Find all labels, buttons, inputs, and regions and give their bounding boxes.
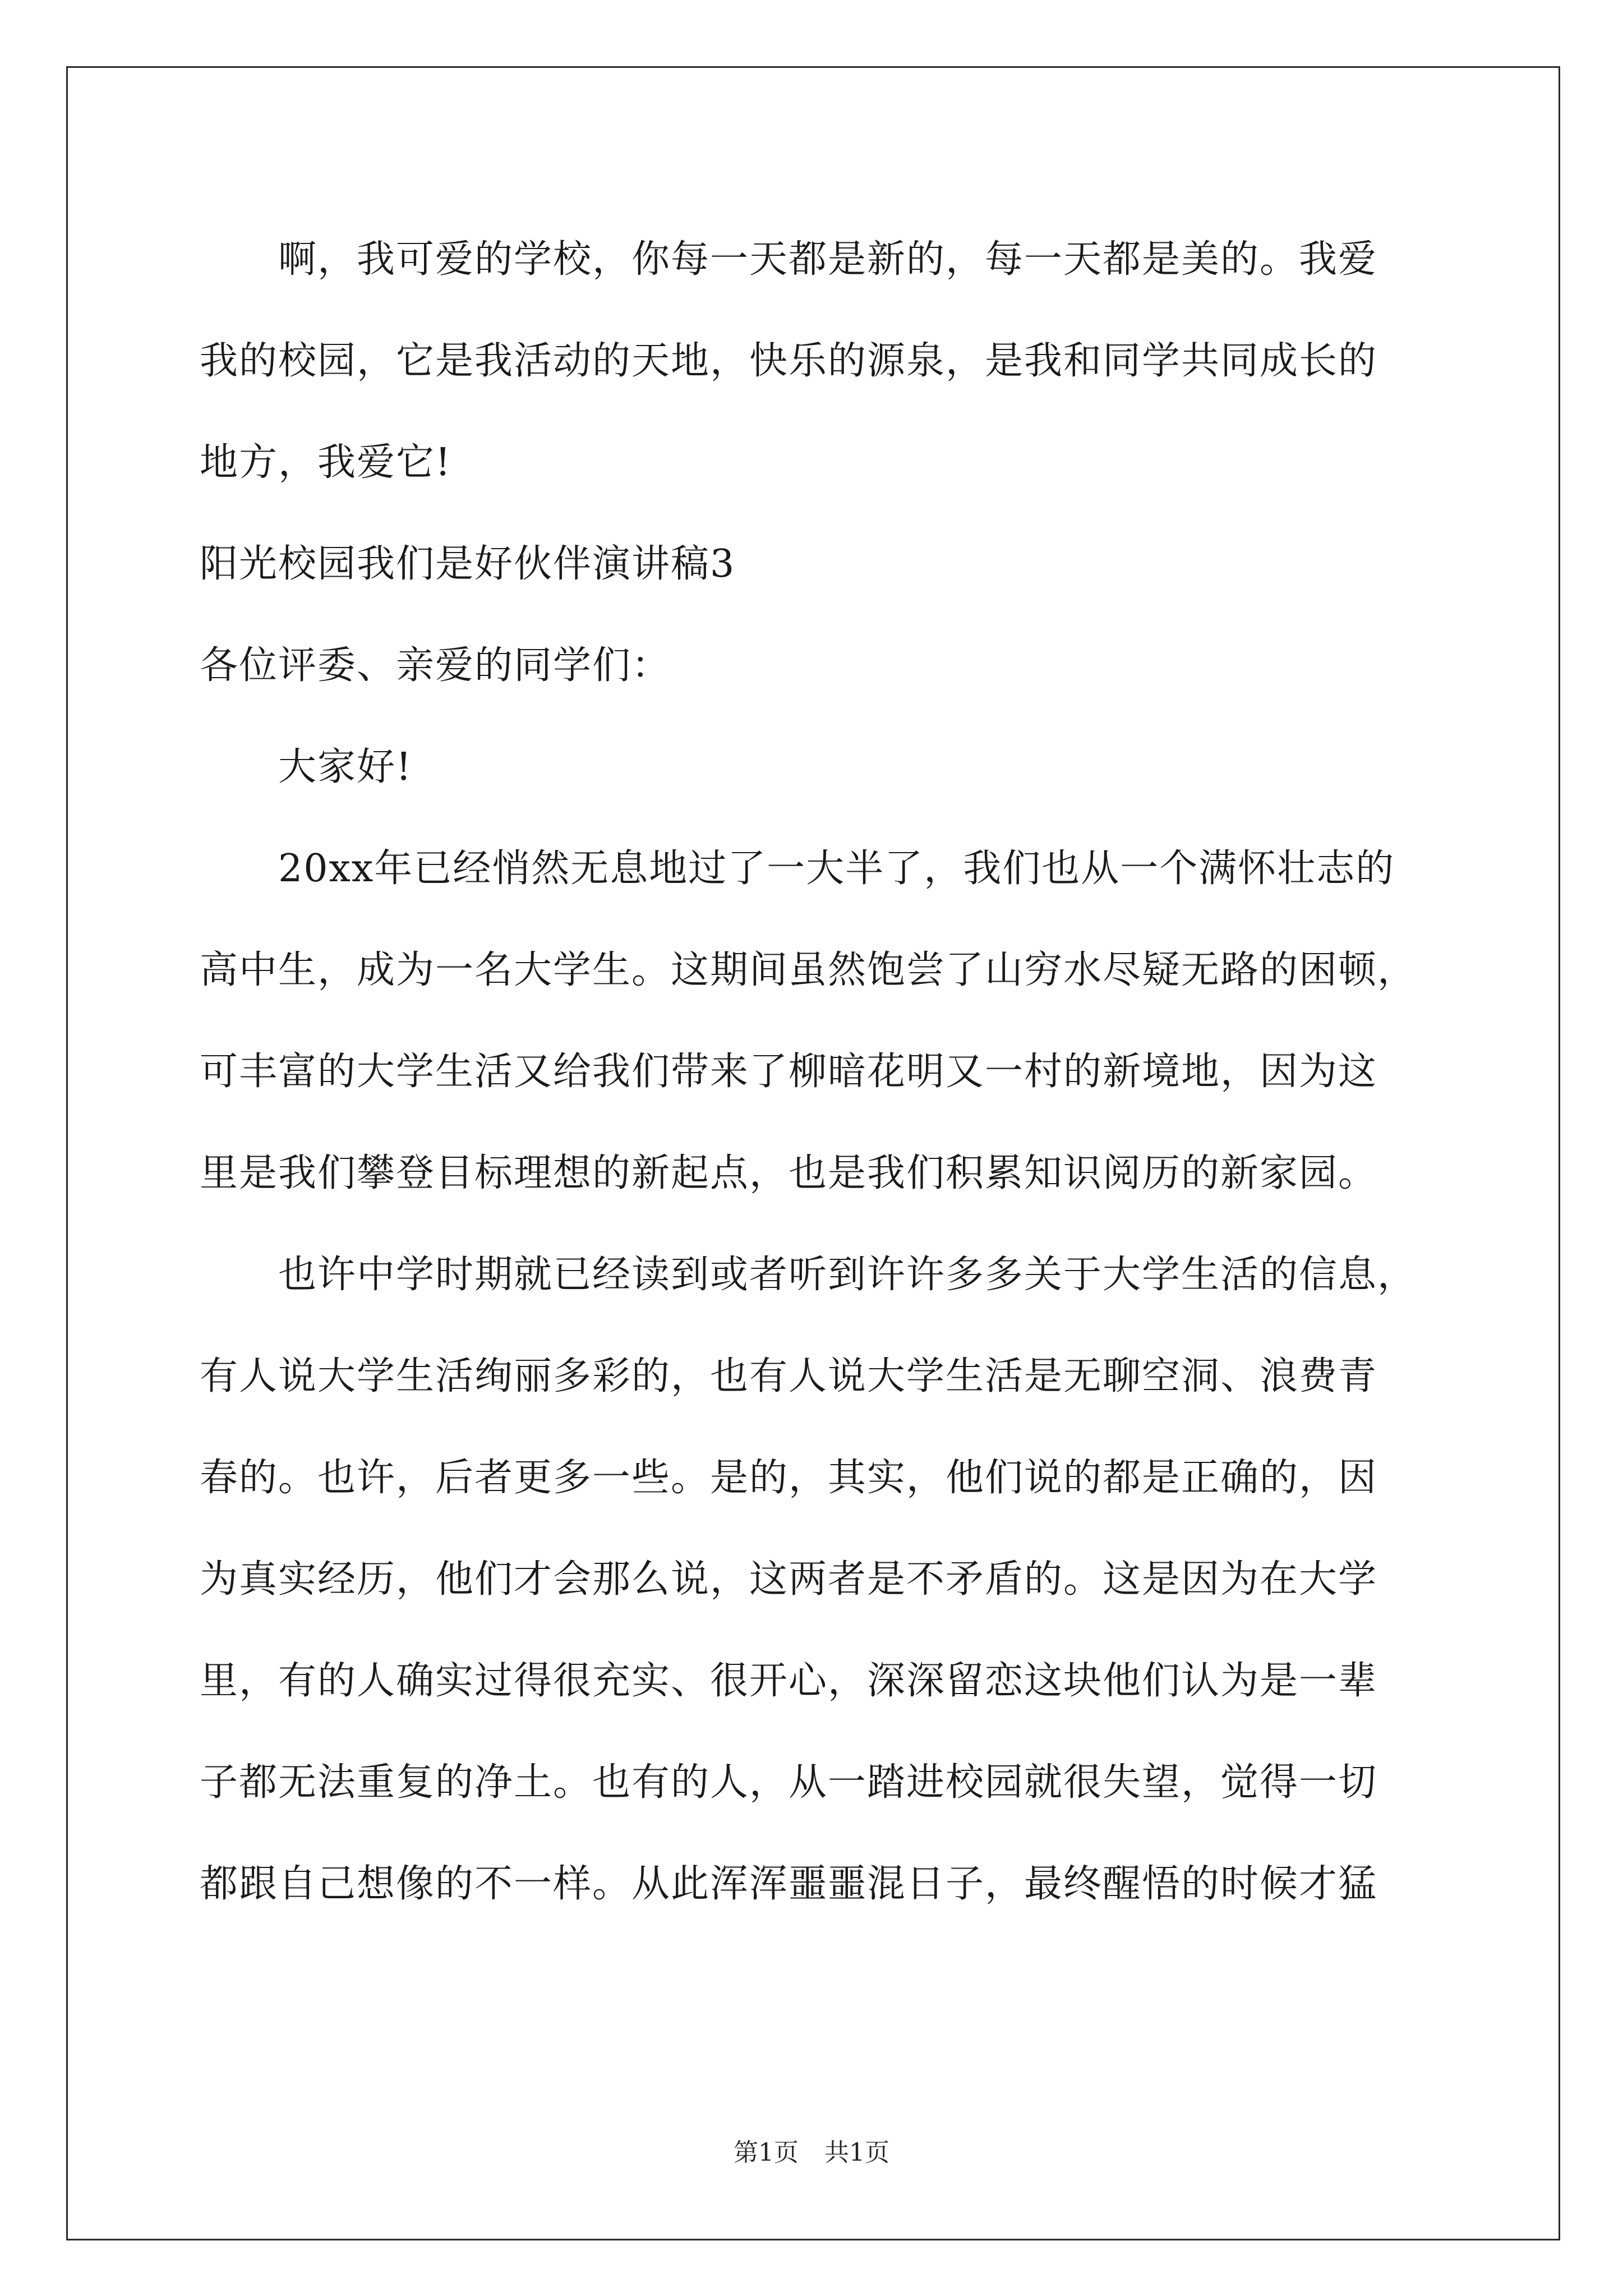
text-line: 为真实经历，他们才会那么说，这两者是不矛盾的。这是因为在大学 [200, 1557, 1378, 1602]
page-total: 共1页 [824, 2138, 889, 2167]
text-line: 春的。也许，后者更多一些。是的，其实，他们说的都是正确的，因 [200, 1456, 1378, 1500]
text-line: 里是我们攀登目标理想的新起点，也是我们积累知识阅历的新家园。 [200, 1151, 1378, 1195]
text-line: 高中生，成为一名大学生。这期间虽然饱尝了山穷水尽疑无路的困顿， [200, 948, 1417, 992]
text-line: 里，有的人确实过得很充实、很开心，深深留恋这块他们认为是一辈 [200, 1659, 1378, 1703]
text-line: 有人说大学生活绚丽多彩的，也有人说大学生活是无聊空洞、浪费青 [200, 1354, 1378, 1398]
document-body [200, 209, 1433, 1935]
text-line: 地方，我爱它! [200, 440, 452, 485]
text-line: 啊，我可爱的学校，你每一天都是新的，每一天都是美的。我爱 [200, 237, 1378, 282]
page-number: 第1页 [734, 2138, 799, 2167]
text-line: 我的校园，它是我活动的天地，快乐的源泉，是我和同学共同成长的 [200, 339, 1378, 383]
page-footer [0, 2136, 1623, 2170]
text-line: 都跟自己想像的不一样。从此浑浑噩噩混日子，最终醒悟的时候才猛 [200, 1862, 1378, 1906]
text-line: 20xx年已经悄然无息地过了一大半了，我们也从一个满怀壮志的 [200, 846, 1395, 891]
salutation: 各位评委、亲爱的同学们： [200, 643, 671, 688]
text-line: 也许中学时期就已经读到或者听到许许多多关于大学生活的信息， [200, 1253, 1417, 1297]
greeting: 大家好! [200, 745, 413, 789]
text-line: 可丰富的大学生活又给我们带来了柳暗花明又一村的新境地，因为这 [200, 1050, 1378, 1094]
text-line: 子都无法重复的净土。也有的人，从一踏进校园就很失望，觉得一切 [200, 1760, 1378, 1805]
section-title: 阳光校园我们是好伙伴演讲稿3 [200, 542, 736, 586]
